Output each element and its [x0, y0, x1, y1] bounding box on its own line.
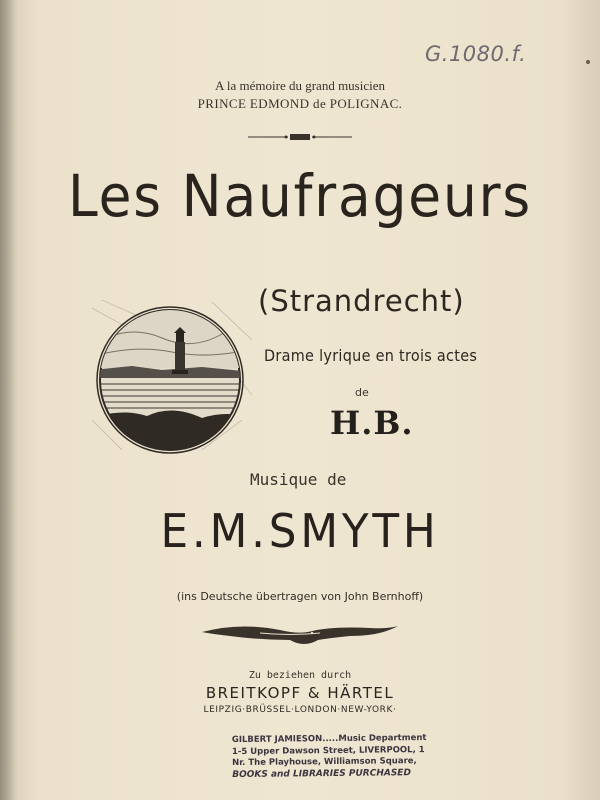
stamp-line-4: BOOKS and LIBRARIES PURCHASED: [232, 767, 411, 780]
library-shelfmark: G.1080.f.: [425, 42, 527, 66]
publisher-name: BREITKOPF & HÄRTEL: [205, 684, 395, 702]
dedication-line-1: A la mémoire du grand musicien: [214, 78, 386, 93]
stamp-line-1: GILBERT JAMIESON.....Music Department: [231, 733, 427, 746]
translation-note: (ins Deutsche übertragen von John Bernhoff): [176, 590, 424, 603]
music-by-label: Musique de: [250, 470, 347, 489]
bookseller-stamp: [232, 733, 432, 781]
rule-ornament-icon: [248, 132, 352, 142]
genre-line: Drame lyrique en trois actes: [264, 346, 478, 365]
seagull-icon: [200, 618, 400, 650]
paper-mark: [586, 60, 590, 64]
composer-name: E.M.SMYTH: [160, 504, 440, 558]
by-word: de: [355, 386, 369, 399]
publisher-cities: LEIPZIG·BRÜSSEL·LONDON·NEW-YORK·: [203, 705, 397, 715]
lighthouse-vignette: [92, 300, 252, 460]
stamp-line-3: Nr. The Playhouse, Williamson Square,: [232, 756, 417, 769]
opera-subtitle: (Strandrecht): [258, 284, 465, 318]
librettist-initials: H.B.: [330, 404, 414, 442]
opera-title: Les Naufrageurs: [67, 162, 533, 230]
dedication-line-2: PRINCE EDMOND de POLIGNAC.: [197, 96, 403, 111]
stamp-line-2: 1-5 Upper Dawson Street, LIVERPOOL, 1: [231, 744, 425, 757]
availability-line: Zu beziehen durch: [248, 670, 352, 681]
